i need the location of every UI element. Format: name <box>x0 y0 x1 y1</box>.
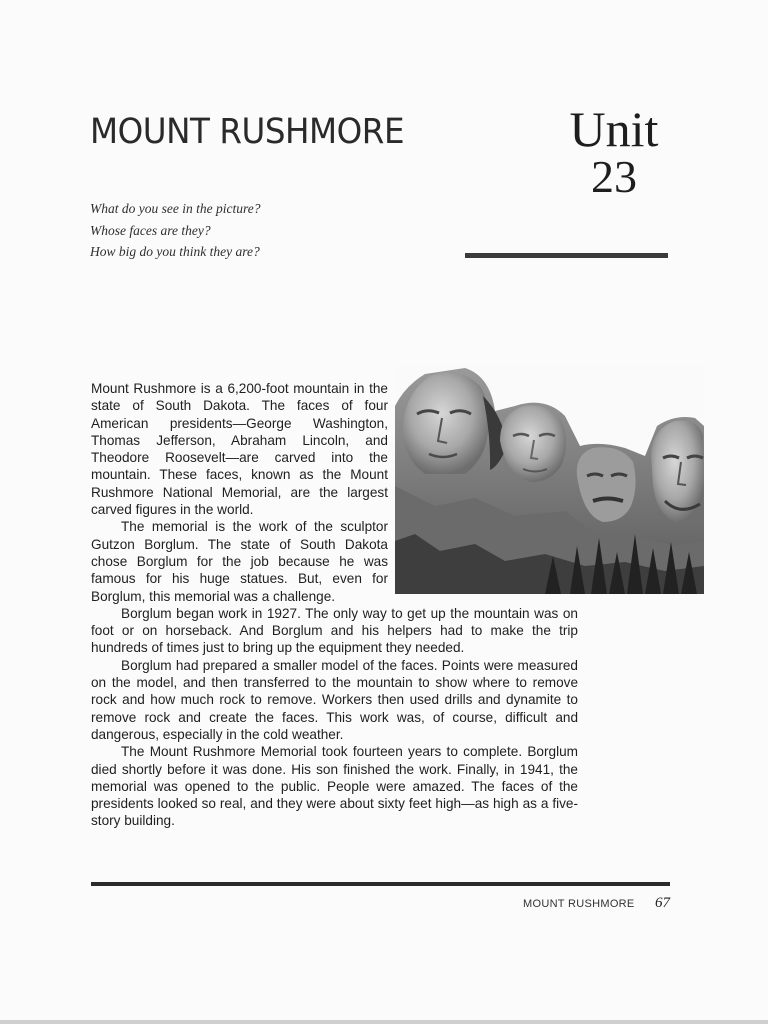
article-body <box>91 380 578 830</box>
unit-number: 23 <box>591 151 637 202</box>
paragraph: Borglum began work in 1927. The only way to get up the mountain was on foot or on horseback. And Borglum and his helpers had to make the trip hundreds of times just to bring up the equipment they needed. <box>91 605 578 656</box>
page-number: 67 <box>655 895 670 911</box>
unit-word: Unit <box>569 101 659 157</box>
paragraph: Mount Rushmore is a 6,200-foot mountain in the state of South Dakota. The faces of four American presidents—George Washington, Thomas Jefferson, Abraham Lincoln, and Theodore Roosevelt—are carved into the mountain. These faces, known as the Mount Rushmore National Memorial, are the largest carved figures in the world. <box>91 381 388 518</box>
paragraph: Borglum had prepared a smaller model of the faces. Points were measured on the model, and then transferred to the mountain to show where to remove rock and how much rock to remove. Workers then used drills and dynamite to remove rock and create the faces. This work was, of course, difficult and dangerous, especially in the cold weather. <box>91 657 578 742</box>
question-item: How big do you think they are? <box>90 244 260 259</box>
scan-edge <box>0 1020 768 1024</box>
paragraph: The memorial is the work of the sculptor Gutzon Borglum. The state of South Dakota chose Borglum for the job because he was famous for his huge statues. But, even for Borglum, this memorial was a challenge. <box>91 519 388 604</box>
page-title: MOUNT RUSHMORE <box>90 112 405 152</box>
running-head: MOUNT RUSHMORE <box>523 898 635 910</box>
question-item: Whose faces are they? <box>90 222 211 238</box>
question-item: What do you see in the picture? <box>90 201 261 216</box>
paragraph: The Mount Rushmore Memorial took fourteen years to complete. Borglum died shortly before it was done. His son finished the work. Finally, in 1941, the memorial was opened to the public. People were amazed. The faces of the presidents looked so real, and they were about sixty feet high—as high as a five-story building. <box>91 744 578 829</box>
footer-divider <box>91 882 670 886</box>
unit-divider <box>465 253 668 258</box>
warmup-questions <box>90 198 260 263</box>
unit-heading <box>540 101 688 202</box>
